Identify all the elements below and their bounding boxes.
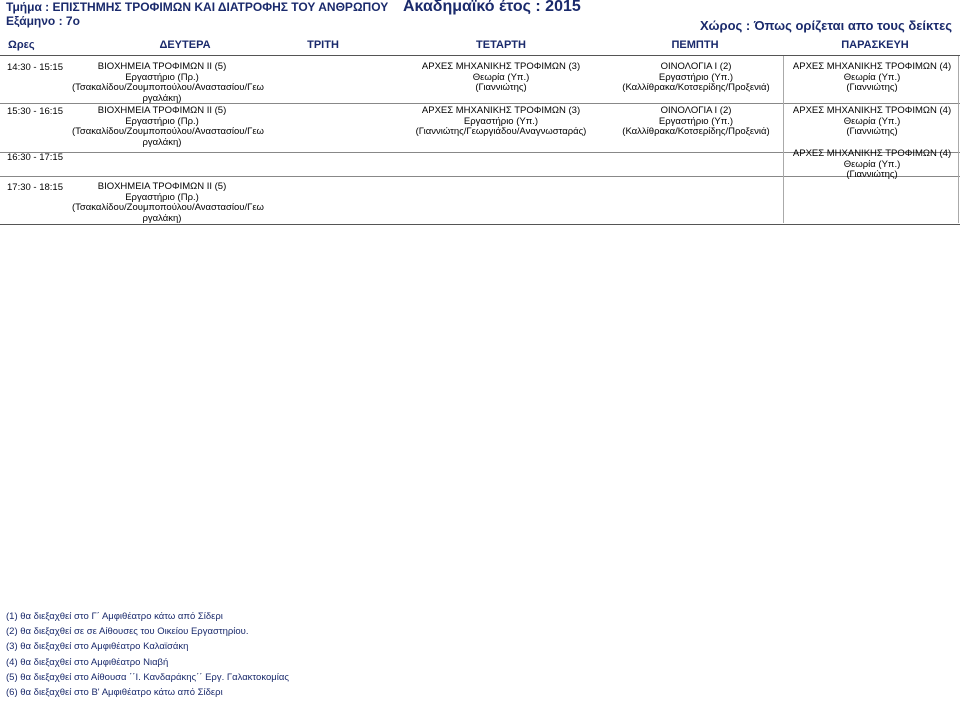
course-cell-friday: ΑΡΧΕΣ ΜΗΧΑΝΙΚΗΣ ΤΡΟΦΙΜΩΝ (4) Θεωρία (Υπ.) (Γιαννιώτης) [792, 148, 952, 180]
footnote: (5) θα διεξαχθεί στο Αίθουσα ΄΄Ι. Κανδαράκης΄΄ Εργ. Γαλακτοκομίας [6, 671, 289, 683]
department-title: Τμήμα : ΕΠΙΣΤΗΜΗΣ ΤΡΟΦΙΜΩΝ ΚΑΙ ΔΙΑΤΡΟΦΗΣ ΤΟΥ ΑΝΘΡΩΠΟΥ [6, 0, 389, 14]
course-cell-monday: ΒΙΟΧΗΜΕΙΑ ΤΡΟΦΙΜΩΝ ΙΙ (5) Εργαστήριο (Πρ.) (Τσακαλίδου/Ζουμποπούλου/Αναστασίου/Γεω ργαλάκη) [72, 61, 264, 104]
semester-label: Εξάμηνο : 7ο [6, 14, 80, 28]
course-cell-wednesday: ΑΡΧΕΣ ΜΗΧΑΝΙΚΗΣ ΤΡΟΦΙΜΩΝ (3) Θεωρία (Υπ.) (Γιαννιώτης) [421, 61, 581, 93]
footnote: (2) θα διεξαχθεί σε σε Αίθουσες του Οικείου Εργαστηρίου. [6, 626, 249, 638]
room-label: Χώρος : Όπως ορίζεται απο τους δείκτες [700, 18, 952, 33]
footnote: (6) θα διεξαχθεί στο Β' Αμφιθέατρο κάτω από Σίδερι [6, 687, 223, 699]
academic-year: Ακαδημαϊκό έτος : 2015 [403, 0, 581, 15]
course-cell-thursday: ΟΙΝΟΛΟΓΙΑ Ι (2) Εργαστήριο (Υπ.) (Καλλίθρακα/Κοτσερίδης/Προξενιά) [622, 105, 770, 137]
column-header-wednesday: ΤΕΤΑΡΤΗ [476, 39, 526, 51]
course-cell-friday: ΑΡΧΕΣ ΜΗΧΑΝΙΚΗΣ ΤΡΟΦΙΜΩΝ (4) Θεωρία (Υπ.) (Γιαννιώτης) [792, 105, 952, 137]
column-header-tuesday: ΤΡΙΤΗ [307, 39, 339, 51]
course-cell-friday: ΑΡΧΕΣ ΜΗΧΑΝΙΚΗΣ ΤΡΟΦΙΜΩΝ (4) Θεωρία (Υπ.) (Γιαννιώτης) [792, 61, 952, 93]
column-header-hours: Ωρες [8, 39, 35, 51]
time-slot: 14:30 - 15:15 [7, 62, 63, 73]
column-divider [958, 56, 959, 223]
timetable-grid [0, 55, 960, 225]
course-cell-thursday: ΟΙΝΟΛΟΓΙΑ Ι (2) Εργαστήριο (Υπ.) (Καλλίθρακα/Κοτσερίδης/Προξενιά) [622, 61, 770, 93]
footnote: (4) θα διεξαχθεί στο Αμφιθέατρο Νιαβή [6, 656, 169, 668]
time-slot: 15:30 - 16:15 [7, 106, 63, 117]
time-slot: 17:30 - 18:15 [7, 182, 63, 193]
column-header-friday: ΠΑΡΑΣΚΕΥΗ [841, 39, 909, 51]
footnote: (1) θα διεξαχθεί στο Γ΄ Αμφιθέατρο κάτω από Σίδερι [6, 611, 223, 622]
footnote: (3) θα διεξαχθεί στο Αμφιθέατρο Καλαϊσάκη [6, 641, 189, 653]
column-header-monday: ΔΕΥΤΕΡΑ [159, 39, 211, 51]
column-header-thursday: ΠΕΜΠΤΗ [671, 39, 719, 51]
course-cell-wednesday: ΑΡΧΕΣ ΜΗΧΑΝΙΚΗΣ ΤΡΟΦΙΜΩΝ (3) Εργαστήριο (Υπ.) (Γιαννιώτης/Γεωργιάδου/Αναγνωσταράς) [415, 105, 587, 137]
time-slot: 16:30 - 17:15 [7, 152, 63, 163]
course-cell-monday: ΒΙΟΧΗΜΕΙΑ ΤΡΟΦΙΜΩΝ ΙΙ (5) Εργαστήριο (Πρ.) (Τσακαλίδου/Ζουμποπούλου/Αναστασίου/Γεω ργαλάκη) [72, 105, 264, 148]
footnotes [6, 609, 289, 700]
course-cell-monday: ΒΙΟΧΗΜΕΙΑ ΤΡΟΦΙΜΩΝ ΙΙ (5) Εργαστήριο (Πρ.) (Τσακαλίδου/Ζουμποπούλου/Αναστασίου/Γεω ργαλάκη) [72, 181, 264, 224]
